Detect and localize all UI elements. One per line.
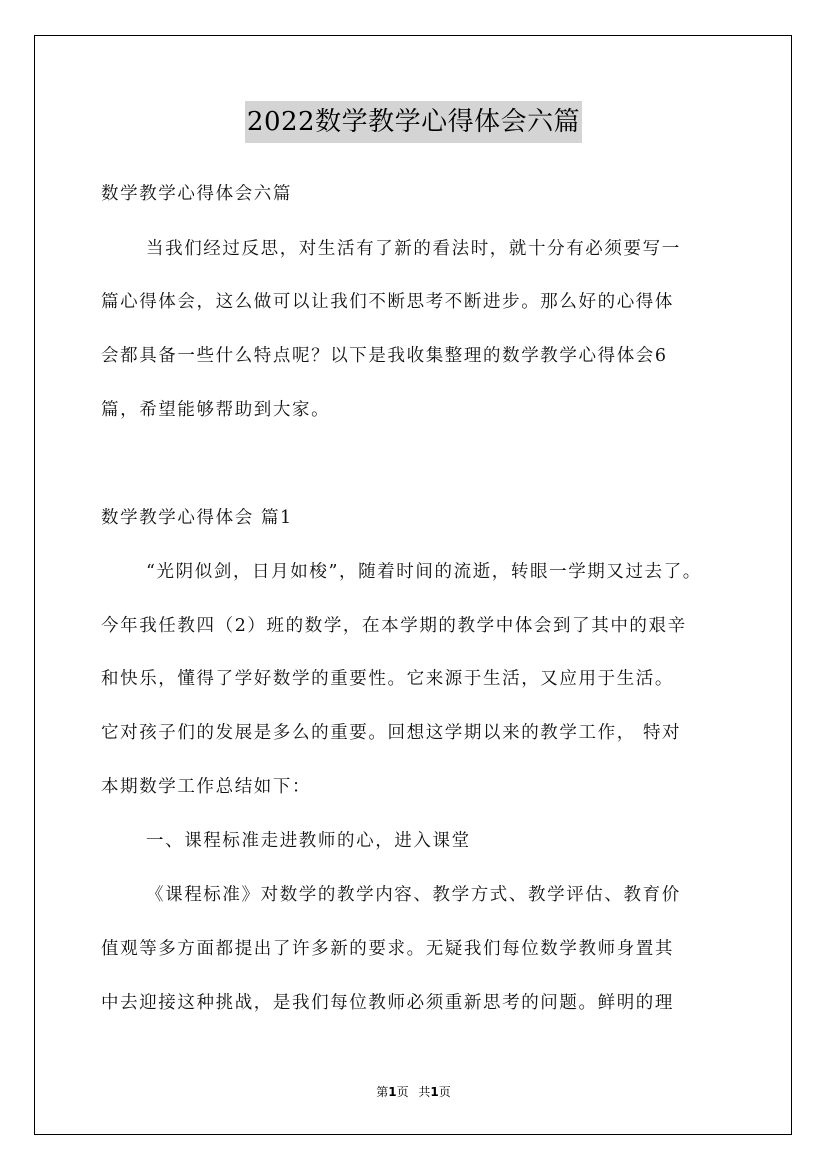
- intro-line-2: 篇心得体会，这么做可以让我们不断思考不断进步。那么好的心得体: [101, 292, 674, 312]
- para2-line-2: 值观等多方面都提出了许多新的要求。无疑我们每位数学教师身置其: [101, 939, 674, 959]
- subtitle: 数学教学心得体会六篇: [101, 184, 292, 204]
- para1-line-5: 本期数学工作总结如下：: [101, 777, 312, 797]
- intro-line-4: 篇，希望能够帮助到大家。: [101, 400, 331, 420]
- intro-line-1: 当我们经过反思，对生活有了新的看法时，就十分有必须要写一: [146, 239, 681, 259]
- intro-line-3: 会都具备一些什么特点呢？以下是我收集整理的数学教学心得体会6: [101, 346, 668, 366]
- page-total: 共1页: [418, 1085, 451, 1099]
- para1-line-4: 它对孩子们的发展是多么的重要。回想这学期以来的教学工作， 特对: [101, 723, 682, 743]
- para1-line-2: 今年我任教四（2）班的数学，在本学期的教学中体会到了其中的艰辛: [101, 616, 687, 636]
- para2-line-1: 《课程标准》对数学的教学内容、教学方式、教学评估、教育价: [146, 885, 681, 905]
- title-container: [0, 101, 827, 143]
- para2-line-3: 中去迎接这种挑战，是我们每位教师必须重新思考的问题。鲜明的理: [101, 993, 674, 1013]
- para1-line-3: 和快乐，懂得了学好数学的重要性。它来源于生活，又应用于生活。: [101, 669, 674, 689]
- document-title: 2022数学教学心得体会六篇: [245, 101, 582, 143]
- para1-line-1: “光阴似剑，日月如梭”，随着时间的流逝，转眼一学期又过去了。: [146, 562, 702, 582]
- page-footer: [0, 1083, 827, 1100]
- point-heading-1: 一、课程标准走进教师的心，进入课堂: [146, 831, 471, 851]
- section-heading: 数学教学心得体会 篇1: [101, 508, 293, 528]
- page-number: 第1页: [376, 1085, 409, 1099]
